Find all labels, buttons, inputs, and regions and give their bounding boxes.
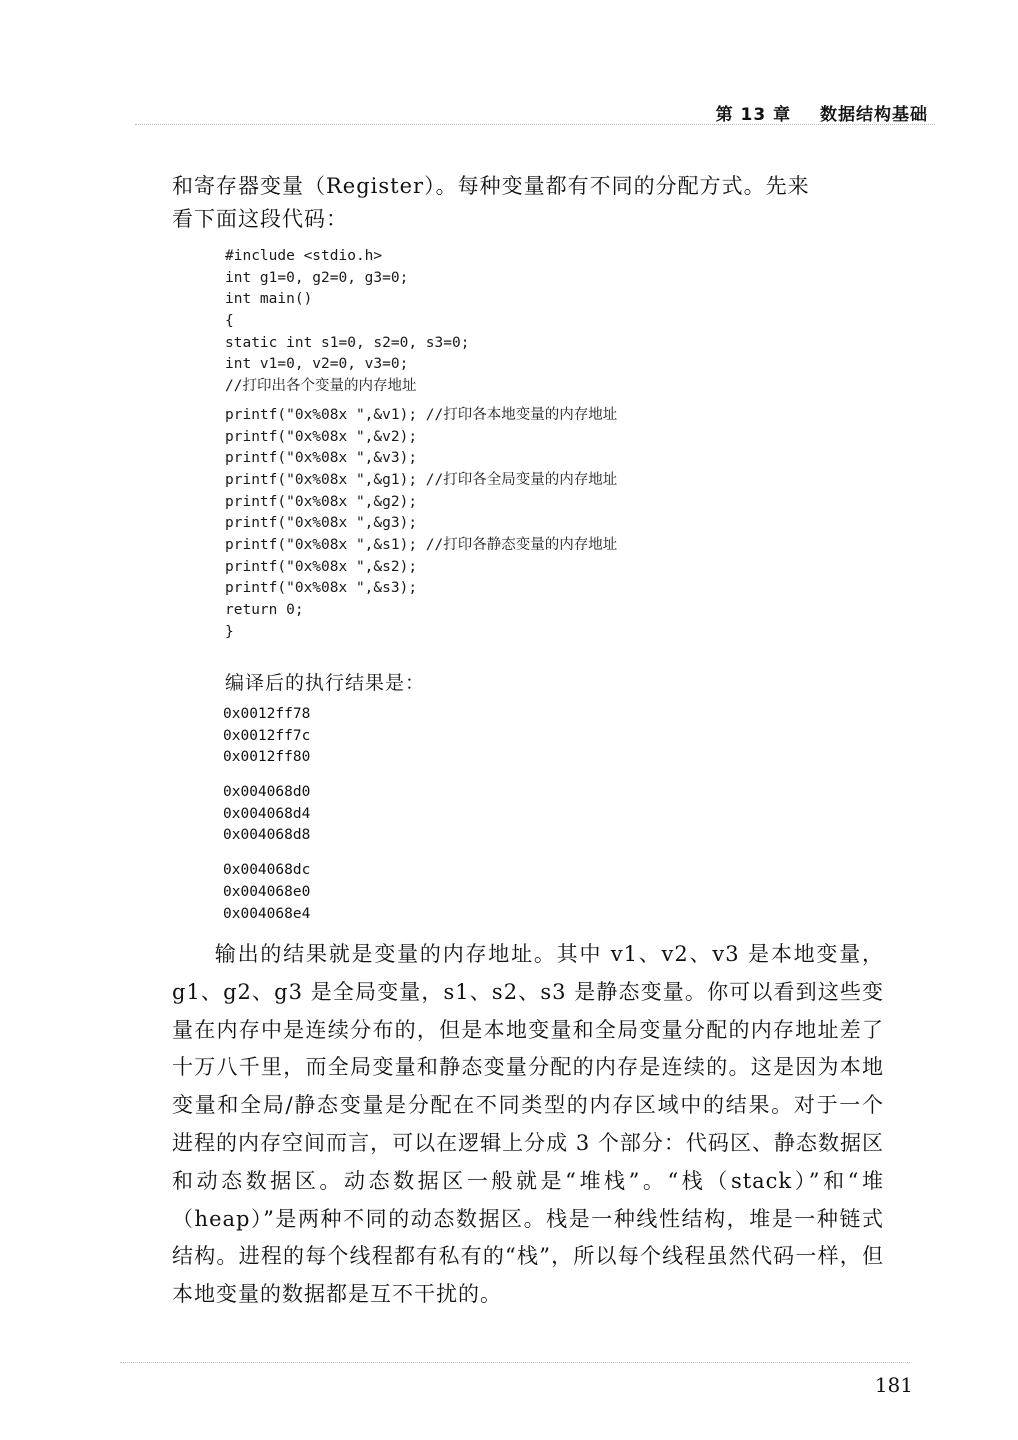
result-heading: 编译后的执行结果是： (225, 672, 426, 694)
running-header (716, 100, 928, 125)
chapter-title: 数据结构基础 (820, 105, 928, 125)
result-address: 0x004068e4 (223, 905, 311, 922)
result-address: 0x0012ff80 (223, 749, 311, 766)
code-line: int v1=0, v2=0, v3=0; (225, 356, 409, 373)
header-rule (135, 124, 935, 125)
code-line: { (225, 313, 234, 330)
result-address: 0x004068e0 (223, 883, 311, 900)
code-line: printf("0x%08x ",&g2); (225, 493, 418, 510)
result-address: 0x004068dc (223, 862, 311, 879)
code-line: } (225, 623, 234, 640)
result-address: 0x004068d4 (223, 805, 311, 822)
code-comment: //打印出各个变量的内存地址 (225, 378, 417, 395)
code-line: printf("0x%08x ",&g3); (225, 515, 418, 532)
body-paragraph-text: 输出的结果就是变量的内存地址。其中 v1、v2、v3 是本地变量，g1、g2、g3 是全局变量，s1、s2、s3 是静态变量。你可以看到这些变量在内存中是连续分布的，但是本地变量和全局变量分配的内存地址差了十万八千里，而全局变量和静态变量分配的内存是连续的。这是因为本地变量和全局/静态变量是分配在不同类型的内存区域中的结果。对于一个进程的内存空间而言，可以在逻辑上分成 3 个部分：代码区、静态数据区和动态数据区。动态数据区一般就是“堆栈”。“栈（stack）”和“堆（heap）”是两种不同的动态数据区。栈是一种线性结构，堆是一种链式结构。进程的每个线程都有私有的“栈”，所以每个线程虽然代码一样，但本地变量的数据都是互不干扰的。 (172, 942, 884, 1307)
page-number: 181 (874, 1373, 913, 1397)
code-line: printf("0x%08x ",&s3); (225, 580, 418, 597)
body-paragraph (172, 936, 884, 1314)
result-address: 0x004068d8 (223, 827, 311, 844)
result-address: 0x004068d0 (223, 784, 311, 801)
intro-line-1: 和寄存器变量（Register）。每种变量都有不同的分配方式。先来 (172, 174, 810, 198)
code-line: printf("0x%08x ",&s2); (225, 558, 418, 575)
code-line: int g1=0, g2=0, g3=0; (225, 269, 409, 286)
result-address: 0x0012ff78 (223, 706, 311, 722)
code-line: printf("0x%08x ",&s1); //打印各静态变量的内存地址 (225, 536, 618, 553)
result-address: 0x0012ff7c (223, 727, 311, 744)
code-line: printf("0x%08x ",&g1); //打印各全局变量的内存地址 (225, 471, 618, 488)
code-line: printf("0x%08x ",&v3); (225, 450, 418, 467)
footer-rule (120, 1362, 910, 1363)
result-group-global (223, 782, 310, 847)
code-line: #include <stdio.h> (225, 248, 383, 264)
code-listing (225, 246, 845, 643)
code-line: printf("0x%08x ",&v2); (225, 428, 418, 445)
code-line: return 0; (225, 602, 304, 618)
code-line: static int s1=0, s2=0, s3=0; (225, 334, 470, 351)
execution-results (223, 704, 310, 938)
chapter-label: 第 13 章 (715, 105, 792, 125)
intro-paragraph (172, 170, 884, 236)
intro-line-2: 看下面这段代码： (172, 207, 348, 231)
code-line: printf("0x%08x ",&v1); //打印各本地变量的内存地址 (225, 406, 618, 423)
code-line: int main() (225, 291, 313, 308)
result-group-static (223, 860, 310, 925)
result-group-local (223, 704, 310, 769)
